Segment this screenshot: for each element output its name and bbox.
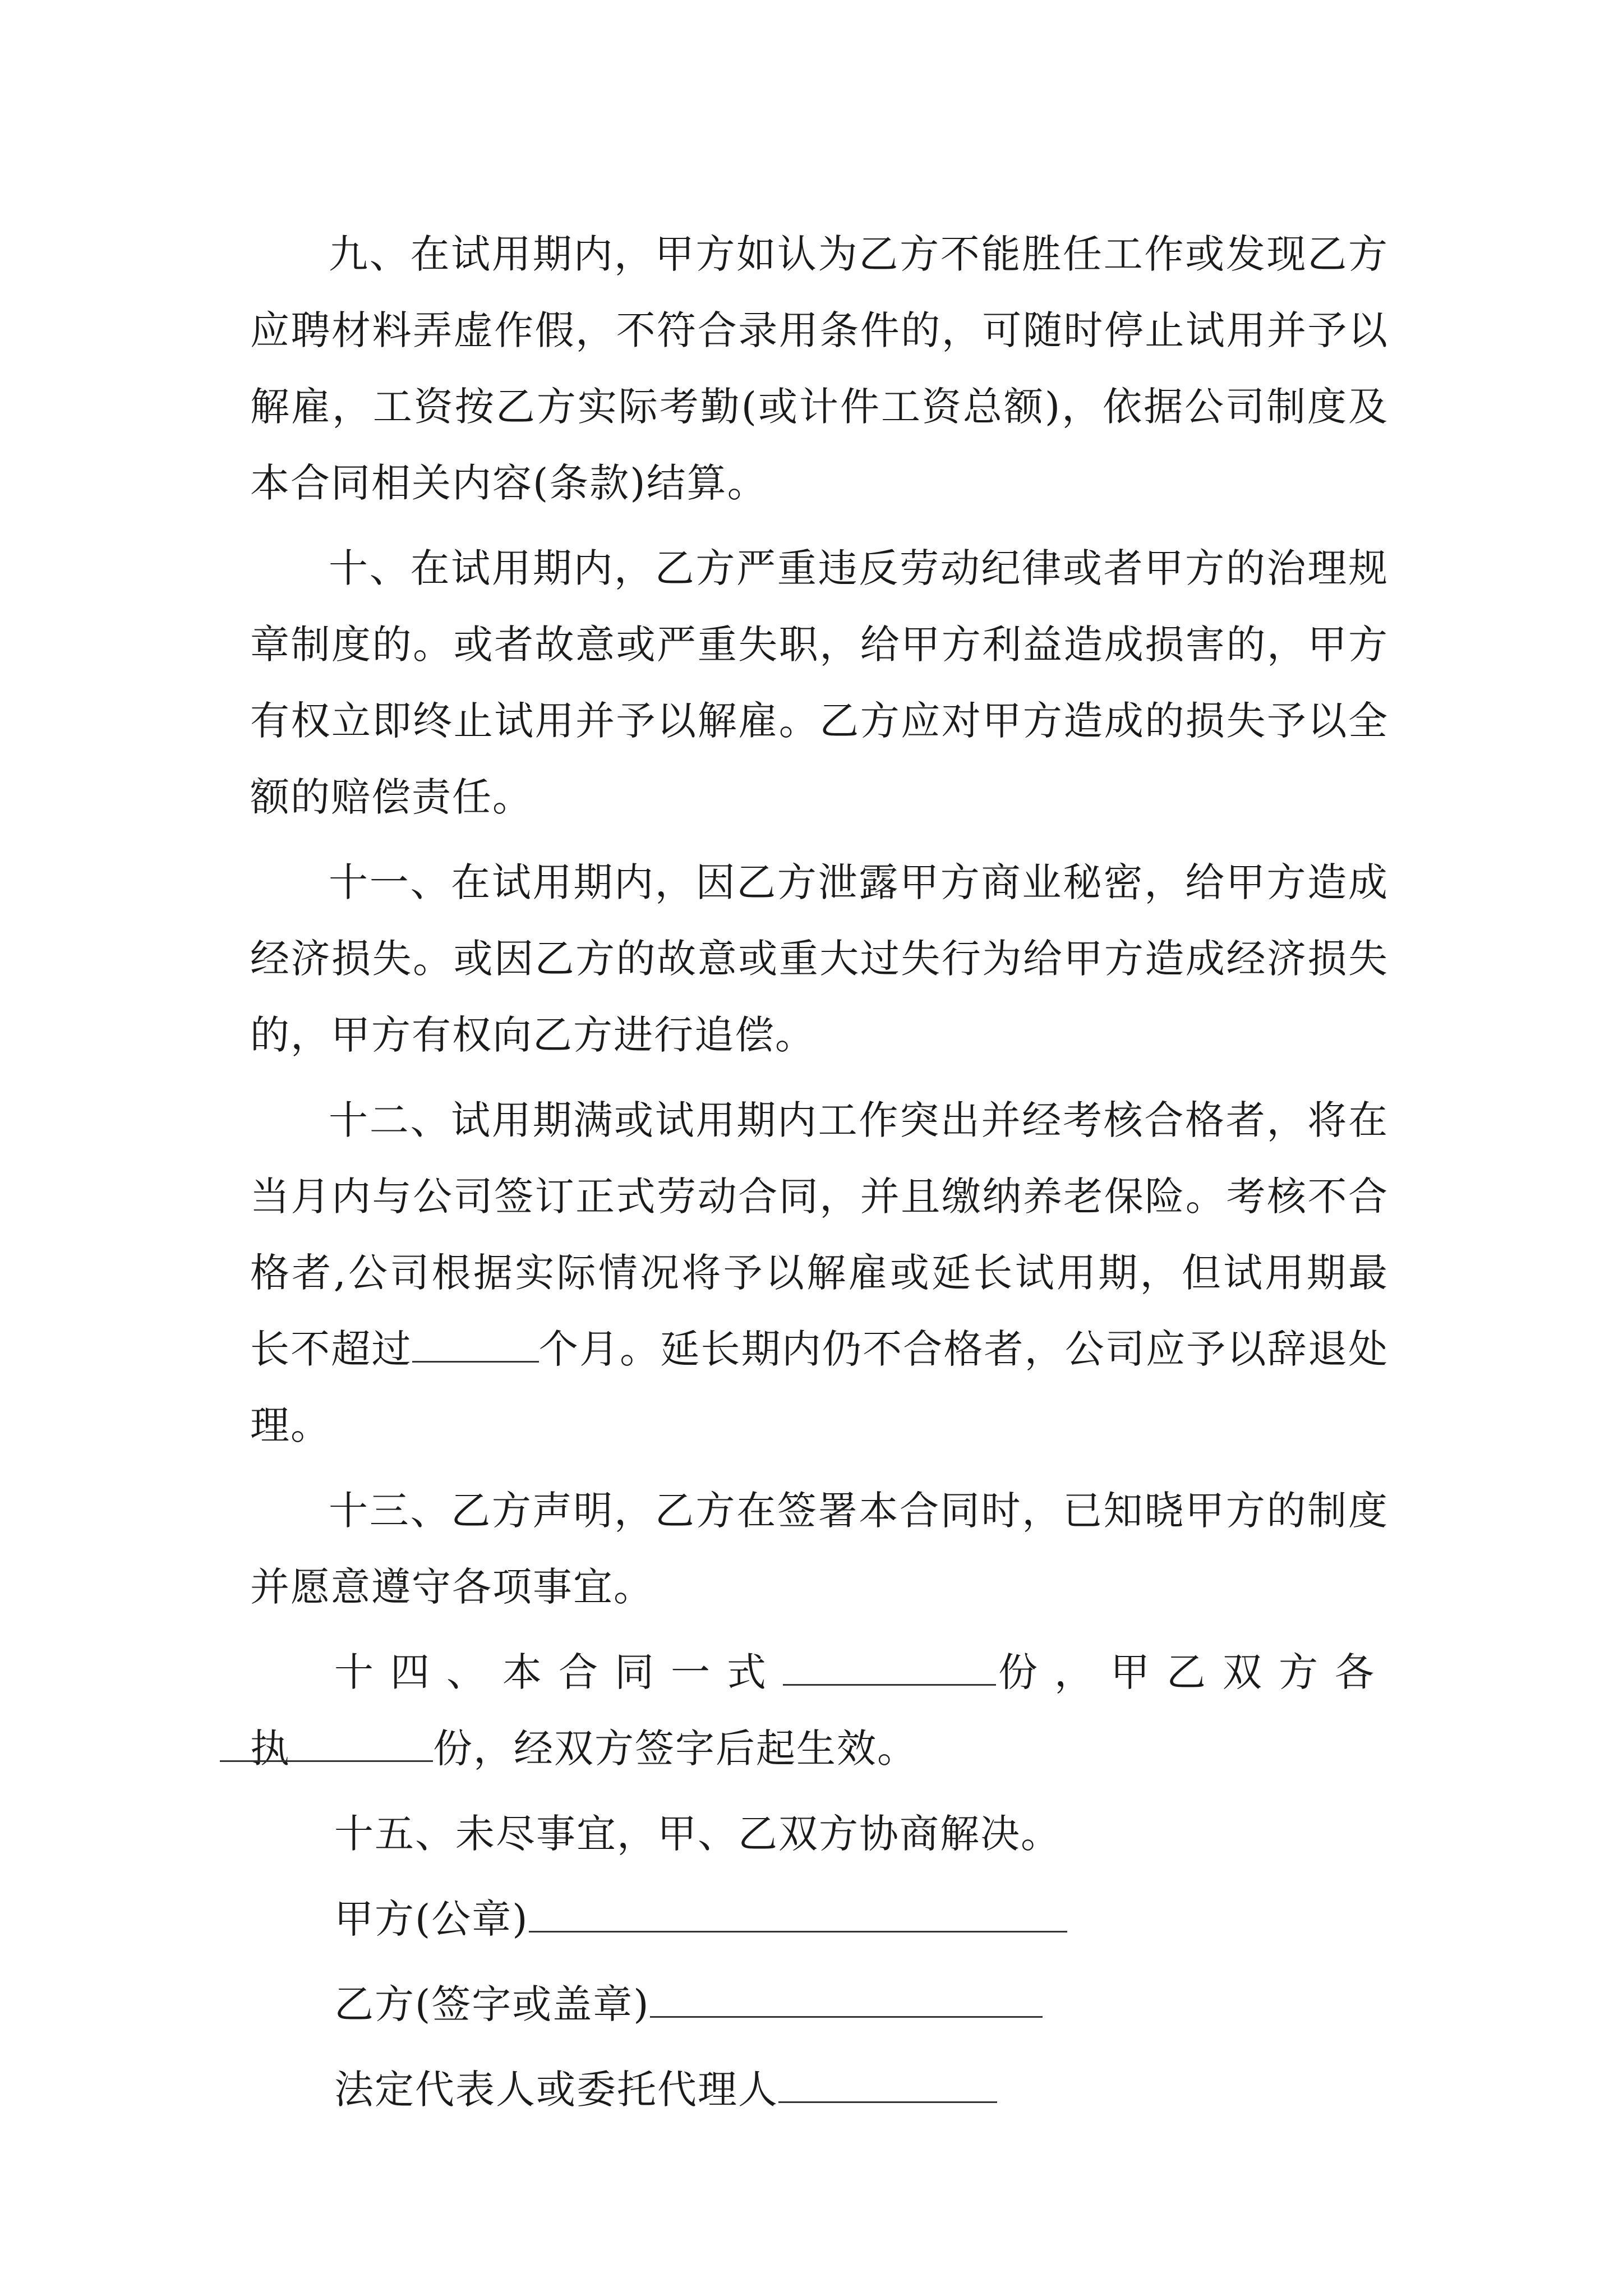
- representative-line: [250, 2051, 1389, 2128]
- clause-10: 十、在试用期内，乙方严重违反劳动纪律或者甲方的治理规章制度的。或者故意或严重失职，给甲方利益造成损害的，甲方有权立即终止试用并予以解雇。乙方应对甲方造成的损失予以全额的赔偿责任。: [250, 545, 1389, 820]
- party-a-seal-blank[interactable]: [529, 1897, 1067, 1932]
- party-a-label: 甲方(公章): [334, 1896, 529, 1942]
- probation-months-blank[interactable]: [412, 1327, 539, 1363]
- copies-total-blank[interactable]: [783, 1650, 996, 1686]
- clause-14-text-b: 份，甲乙双方各执: [250, 1649, 1389, 1772]
- clause-12-text-a: 十二、试用期满或试用期内工作突出并经考核合格者，将在当月内与公司签订正式劳动合同，并且缴纳养老保险。考核不合格者,公司根据实际情况将予以解雇或延长试用期，但试用期最长不超过: [250, 1097, 1389, 1372]
- party-a-line: [250, 1881, 1389, 1957]
- clause-9: 九、在试用期内，甲方如认为乙方不能胜任工作或发现乙方应聘材料弄虚作假，不符合录用条件的，可随时停止试用并予以解雇，工资按乙方实际考勤(或计件工资总额)，依据公司制度及本合同相关内容(条款)结算。: [250, 231, 1389, 506]
- copies-each-blank[interactable]: [220, 1727, 433, 1762]
- clause-12-text-b: 个月。延长期内仍不合格者，公司应予以辞退处理。: [250, 1326, 1389, 1448]
- contract-body: [250, 216, 1389, 2128]
- clause-11: 十一、在试用期内，因乙方泄露甲方商业秘密，给甲方造成经济损失。或因乙方的故意或重大过失行为给甲方造成经济损失的，甲方有权向乙方进行追偿。: [250, 859, 1389, 1058]
- clause-14-text-c: 份，经双方签字后起生效。: [433, 1726, 917, 1772]
- representative-label: 法定代表人或委托代理人: [334, 2067, 778, 2113]
- party-b-signature-blank[interactable]: [650, 1982, 1043, 2018]
- party-b-line: [250, 1966, 1389, 2042]
- clause-14-text-a: 十四、本合同一式: [334, 1649, 783, 1695]
- clause-12: [250, 1082, 1389, 1464]
- clause-14: [250, 1634, 1389, 1787]
- clause-15: 十五、未尽事宜，甲、乙双方协商解决。: [334, 1811, 1061, 1857]
- clause-13: 十三、乙方声明，乙方在签署本合同时，已知晓甲方的制度并愿意遵守各项事宜。: [250, 1488, 1389, 1610]
- party-b-label: 乙方(签字或盖章): [334, 1981, 650, 2027]
- representative-blank[interactable]: [778, 2068, 997, 2103]
